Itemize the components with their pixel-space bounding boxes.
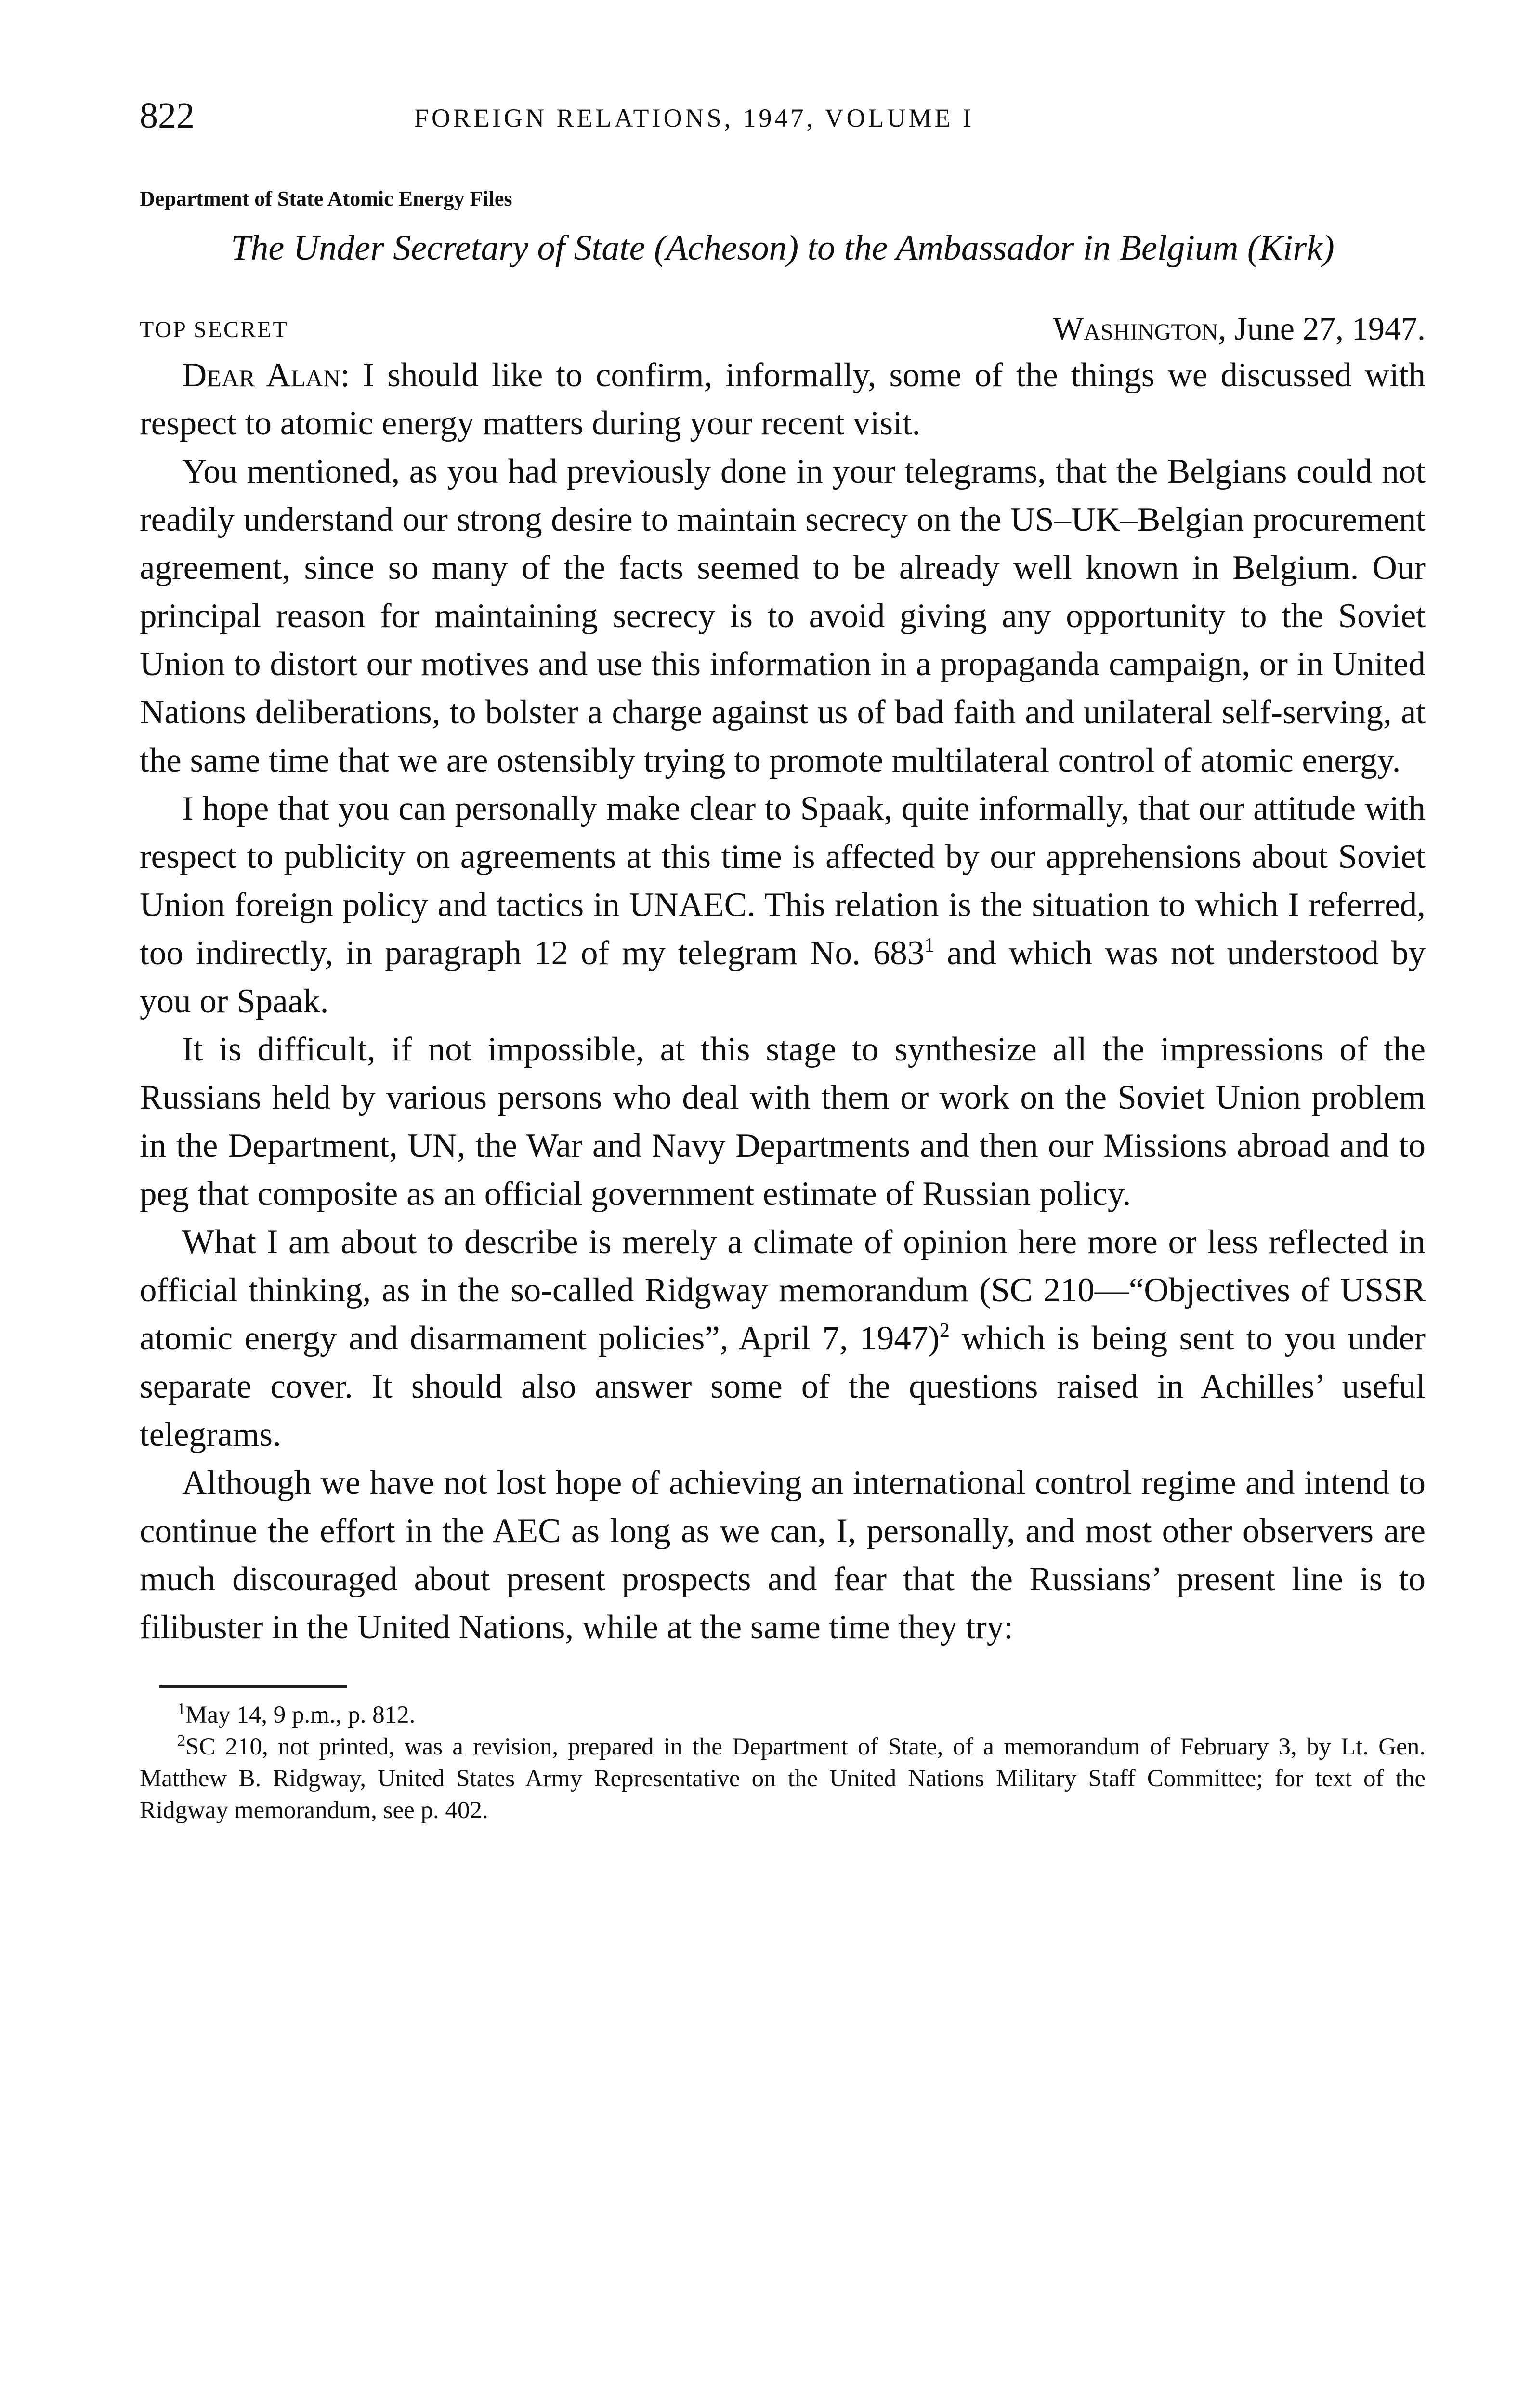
meta-row — [140, 307, 1426, 350]
footnote-divider — [159, 1685, 347, 1688]
paragraph-5-text: What I am about to describe is merely a climate of opinion here more or less reflected in official thinking, as in the so-called Ridgway memorandum (SC 210—“Objectives of USSR atomic energy and disarmament policies”, April 7, 1947) — [140, 1223, 1426, 1357]
footnote-ref-1: 1 — [924, 934, 935, 956]
footnote-1 — [140, 1699, 1426, 1731]
dateline-place: Washington — [1053, 310, 1218, 347]
letter-paragraph-3 — [140, 785, 1426, 1025]
footnote-2 — [140, 1731, 1426, 1826]
paragraph-3-continuation: and which was not understood by you or Spaak. — [140, 934, 1426, 1020]
footnote-1-marker: 1 — [177, 1700, 185, 1718]
running-head — [140, 94, 1426, 147]
letter-paragraph-2: You mentioned, as you had previously done in your telegrams, that the Belgians could not readily understand our strong desire to maintain secrecy on the US–UK–Belgian procurement agreement, since so many of the facts seemed to be already well known in Belgium. Our principal reason for maintaining secrecy is to avoid giving any opportunity to the Soviet Union to distort our motives and use this information in a propaganda campaign, or in United Nations deliberations, to bolster a charge against us of bad faith and unilateral self-serving, at the same time that we are ostensibly trying to promote multilateral control of atomic energy. — [140, 453, 1426, 779]
letter-paragraph-4: It is difficult, if not impossible, at this stage to synthesize all the impressions of the Russians held by various persons who deal with them or work on the Soviet Union problem in the Department, UN, the War and Navy Departments and then our Missions abroad and to peg that composite as an official government estimate of Russian policy. — [140, 1031, 1426, 1213]
dateline — [1053, 307, 1426, 350]
running-title: FOREIGN RELATIONS, 1947, VOLUME I — [414, 104, 974, 132]
footnote-2-marker: 2 — [177, 1732, 185, 1750]
footnote-2-text: SC 210, not printed, was a revision, prepared in the Department of State, of a memorandum of February 3, by Lt. Gen. Matthew B. Ridgway, United States Army Representative on the United Nations Military Staff Committee; for text of the Ridgway memorandum, see p. 402. — [140, 1733, 1426, 1824]
letter-opening-paragraph — [140, 351, 1426, 447]
footnotes — [140, 1699, 1426, 1826]
source-line: Department of State Atomic Energy Files — [140, 187, 512, 210]
paragraph-3-text: I hope that you can personally make clear to Spaak, quite informally, that our attitude with respect to publicity on agreements at this time is affected by our apprehensions about Soviet Union foreign policy and tactics in UNAEC. This relation is the situation to which I referred, too indirectly, in paragraph 12 of my telegram No. 683 — [140, 790, 1426, 972]
footnote-1-text: May 14, 9 p.m., p. 812. — [185, 1701, 416, 1728]
opening-text: : I should like to confirm, informally, some of the things we discussed with respect to atomic energy matters during your recent visit. — [140, 356, 1426, 442]
page-number: 822 — [140, 95, 195, 136]
footnote-ref-2: 2 — [939, 1320, 950, 1342]
letter-body — [140, 351, 1426, 1651]
letter-paragraph-5 — [140, 1218, 1426, 1459]
classification-label: TOP SECRET — [140, 317, 288, 342]
document-title: The Under Secretary of State (Acheson) to the Ambassador in Belgium (Kirk) — [231, 228, 1335, 268]
dateline-date: , June 27, 1947. — [1218, 310, 1426, 347]
letter-paragraph-6: Although we have not lost hope of achieving an international control regime and intend to continue the effort in the AEC as long as we can, I, personally, and most other observers are much discouraged about present prospects and fear that the Russians’ present line is to filibuster in the United Nations, while at the same time they try: — [140, 1464, 1426, 1646]
document-page — [140, 94, 1426, 1826]
salutation: Dear Alan — [182, 356, 340, 394]
paragraph-5-continuation: which is being sent to you under separate cover. It should also answer some of the questions raised in Achilles’ useful telegrams. — [140, 1320, 1426, 1453]
